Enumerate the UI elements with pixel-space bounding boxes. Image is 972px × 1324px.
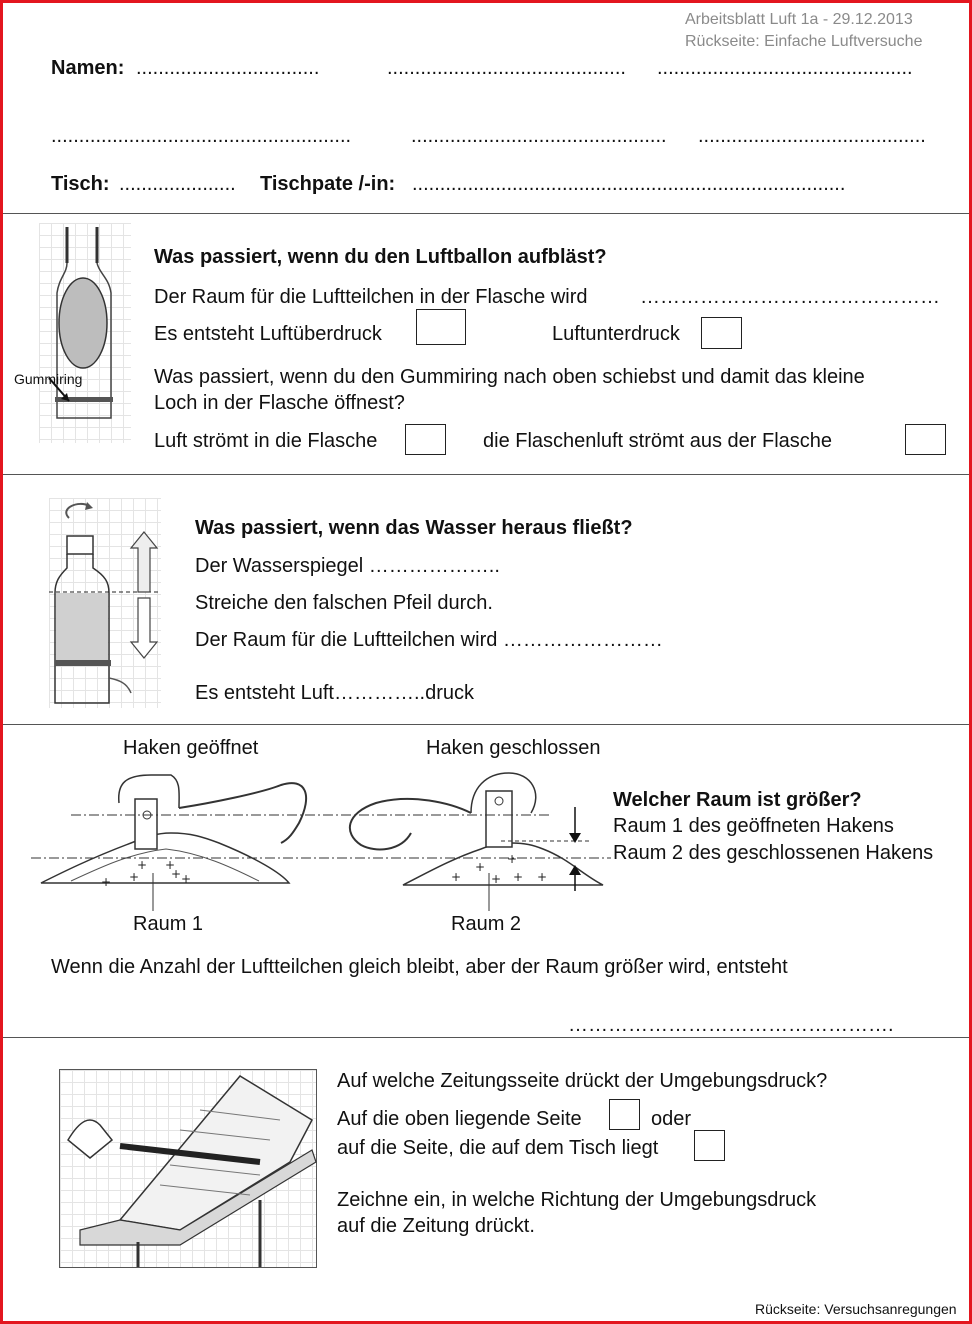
overpressure-checkbox[interactable]	[416, 309, 466, 345]
option-bottom-page-label: auf die Seite, die auf dem Tisch liegt	[337, 1137, 659, 1159]
section4-task-line1: Zeichne ein, in welche Richtung der Umgebungsdruck	[337, 1189, 817, 1211]
svg-text:+: +	[475, 860, 486, 874]
section2-line1: Der Wasserspiegel ………………..	[195, 555, 500, 577]
svg-text:+: +	[507, 852, 518, 866]
names-field-6[interactable]: .........................................	[698, 125, 926, 147]
label-room2: Raum 2	[451, 913, 522, 935]
svg-text:+: +	[101, 875, 112, 889]
label-hook-closed: Haken geschlossen	[426, 737, 601, 759]
option-room2: Raum 2 des geschlossenen Hakens	[613, 842, 934, 864]
newspaper-ruler-icon	[60, 1070, 316, 1267]
water-level-arrows-icon	[129, 530, 159, 660]
svg-text:+: +	[129, 870, 140, 884]
section4-question: Auf welche Zeitungsseite drückt der Umgebungsdruck?	[337, 1070, 828, 1092]
section1-question: Was passiert, wenn du den Luftballon aufbläst?	[154, 246, 607, 268]
footer-note: Rückseite: Versuchsanregungen	[755, 1301, 957, 1317]
balloon-bottle-icon	[39, 223, 131, 443]
svg-text:+: +	[513, 870, 524, 884]
names-label: Namen:	[51, 57, 125, 79]
section3-answer-field[interactable]: ………………………………………….	[568, 1014, 894, 1036]
bottom-page-checkbox[interactable]	[694, 1130, 725, 1161]
svg-text:+: +	[537, 870, 548, 884]
suction-hooks-figure	[31, 763, 611, 913]
svg-text:+: +	[181, 872, 192, 886]
air-out-checkbox[interactable]	[905, 424, 946, 455]
names-field-1[interactable]: .................................	[136, 57, 320, 79]
section2-question: Was passiert, wenn das Wasser heraus fließt?	[195, 517, 633, 539]
option-underpressure-label: Luftunterdruck	[552, 323, 680, 345]
newspaper-table-figure	[59, 1069, 317, 1268]
underpressure-checkbox[interactable]	[701, 317, 742, 349]
section1-answer-field[interactable]: ………………………………………	[640, 286, 940, 308]
svg-text:+: +	[491, 872, 502, 886]
table-label: Tisch:	[51, 173, 110, 195]
option-top-page-label: Auf die oben liegende Seite	[337, 1108, 582, 1130]
section2-line3: Der Raum für die Luftteilchen wird ……………………	[195, 629, 663, 651]
option-air-in-label: Luft strömt in die Flasche	[154, 430, 378, 452]
section3-question: Welcher Raum ist größer?	[613, 789, 862, 811]
option-room1: Raum 1 des geöffneten Hakens	[613, 815, 894, 837]
svg-text:+: +	[165, 858, 176, 872]
godparent-label: Tischpate /-in:	[260, 173, 396, 195]
section4-task-line2: auf die Zeitung drückt.	[337, 1215, 535, 1237]
section1-question2-line1: Was passiert, wenn du den Gummiring nach oben schiebst und damit das kleine	[154, 366, 865, 388]
divider	[3, 213, 969, 214]
names-field-5[interactable]: ..............................................	[411, 125, 667, 147]
worksheet-subtitle: Rückseite: Einfache Luftversuche	[685, 33, 923, 50]
section1-question2-line2: Loch in der Flasche öffnest?	[154, 392, 405, 414]
svg-text:+: +	[451, 870, 462, 884]
svg-text:+: +	[171, 867, 182, 881]
rubber-ring-label: Gummiring	[14, 371, 83, 387]
worksheet-title: Arbeitsblatt Luft 1a - 29.12.2013	[685, 11, 913, 28]
names-field-2[interactable]: ...........................................	[387, 57, 626, 79]
table-field[interactable]: .....................	[119, 173, 236, 195]
divider	[3, 474, 969, 475]
names-field-3[interactable]: ..............................................	[657, 57, 913, 79]
svg-text:+: +	[137, 858, 148, 872]
top-page-checkbox[interactable]	[609, 1099, 640, 1130]
label-room1: Raum 1	[133, 913, 204, 935]
or-label: oder	[651, 1108, 692, 1130]
section3-statement: Wenn die Anzahl der Luftteilchen gleich bleibt, aber der Raum größer wird, entsteht	[51, 956, 788, 978]
section2-line4: Es entsteht Luft…………..druck	[195, 682, 474, 704]
option-overpressure-label: Es entsteht Luftüberdruck	[154, 323, 382, 345]
option-air-out-label: die Flaschenluft strömt aus der Flasche	[483, 430, 833, 452]
section2-line2: Streiche den falschen Pfeil durch.	[195, 592, 493, 614]
godparent-field[interactable]: ..............................................................................	[412, 173, 846, 195]
divider	[3, 1037, 969, 1038]
balloon-bottle-figure	[39, 223, 131, 443]
label-hook-open: Haken geöffnet	[123, 737, 259, 759]
divider	[3, 724, 969, 725]
section1-line1: Der Raum für die Luftteilchen in der Flasche wird	[154, 286, 588, 308]
names-field-4[interactable]: ......................................................	[51, 125, 352, 147]
air-in-checkbox[interactable]	[405, 424, 446, 455]
